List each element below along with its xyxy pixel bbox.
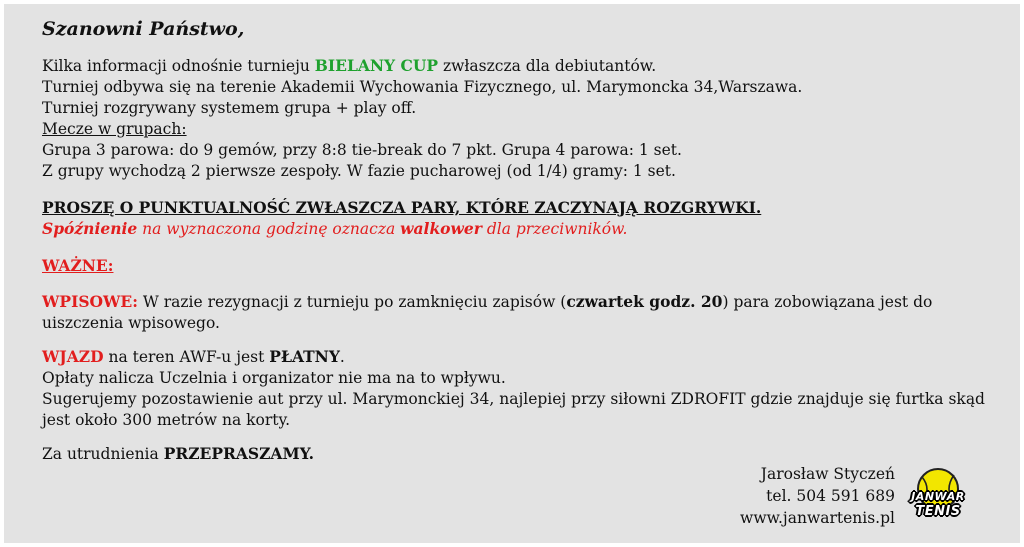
late-word: Spóźnienie <box>42 219 138 238</box>
intro-line-3: Turniej rozgrywany systemem grupa + play off. <box>42 99 417 117</box>
entry-text-end: . <box>339 348 345 366</box>
apology-bold: PRZEPRASZAMY. <box>163 444 315 463</box>
apology-text: Za utrudnienia <box>42 445 164 463</box>
entry-fee-text: W razie rezygnacji z turnieju po zamknięciu zapisów ( <box>137 293 567 311</box>
walkover-word: walkower <box>400 219 482 238</box>
logo-top-text: JANWAR <box>911 490 965 503</box>
intro-text: Kilka informacji odnośnie turnieju <box>42 57 315 75</box>
entry-text: na teren AWF-u jest <box>103 348 270 366</box>
letter-page <box>4 4 1020 543</box>
entry-label: WJAZD <box>42 347 104 366</box>
intro-line-1 <box>42 55 992 77</box>
entry-fee-paragraph <box>42 291 992 334</box>
entry-paid: PŁATNY <box>269 347 340 366</box>
groups-heading: Mecze w grupach: <box>42 120 187 138</box>
walkover-notice <box>42 218 992 240</box>
greeting: Szanowni Państwo, <box>42 18 245 40</box>
entry-paragraph <box>42 346 992 368</box>
entry-fee-label: WPISOWE: <box>42 292 138 311</box>
apology <box>42 443 992 465</box>
walkover-text: na wyznaczona godzinę oznacza <box>137 220 401 238</box>
entry-fee-deadline: czwartek godz. 20 <box>566 292 723 311</box>
entry-line-3: Sugerujemy pozostawienie aut przy ul. Marymonckiej 34, najlepiej przy siłowni ZDROFIT gdzie znajduje się furtka skąd jest około 300 metrów na korty. <box>42 390 985 429</box>
intro-line-2: Turniej odbywa się na terenie Akademii Wychowania Fizycznego, ul. Marymoncka 34,Warszawa. <box>42 78 803 96</box>
entry-line-2: Opłaty nalicza Uczelnia i organizator nie ma na to wpływu. <box>42 369 506 387</box>
groups-line-1: Grupa 3 parowa: do 9 gemów, przy 8:8 tie-break do 7 pkt. Grupa 4 parowa: 1 set. <box>42 141 682 159</box>
letter-body <box>42 55 992 465</box>
janwar-tenis-logo <box>902 465 974 527</box>
entry-fee-text-end: ) para zobowiązana jest do uiszczenia wpisowego. <box>42 293 933 332</box>
intro-text-end: zwłaszcza dla debiutantów. <box>438 57 657 75</box>
signature-website: www.janwartenis.pl <box>740 509 895 527</box>
logo-bottom-text: TENIS <box>915 504 961 519</box>
signature-block <box>740 463 895 529</box>
tournament-name: BIELANY CUP <box>314 56 439 75</box>
important-heading: WAŻNE: <box>42 256 114 275</box>
groups-line-2: Z grupy wychodzą 2 pierwsze zespoły. W fazie pucharowej (od 1/4) gramy: 1 set. <box>42 162 676 180</box>
signature-phone: tel. 504 591 689 <box>766 487 895 505</box>
punctuality-heading: PROSZĘ O PUNKTUALNOŚĆ ZWŁASZCZA PARY, KTÓRE ZACZYNAJĄ ROZGRYWKI. <box>42 198 762 217</box>
tennis-ball <box>918 469 958 509</box>
signature-name: Jarosław Styczeń <box>760 465 895 483</box>
walkover-text-end: dla przeciwników. <box>481 220 628 238</box>
